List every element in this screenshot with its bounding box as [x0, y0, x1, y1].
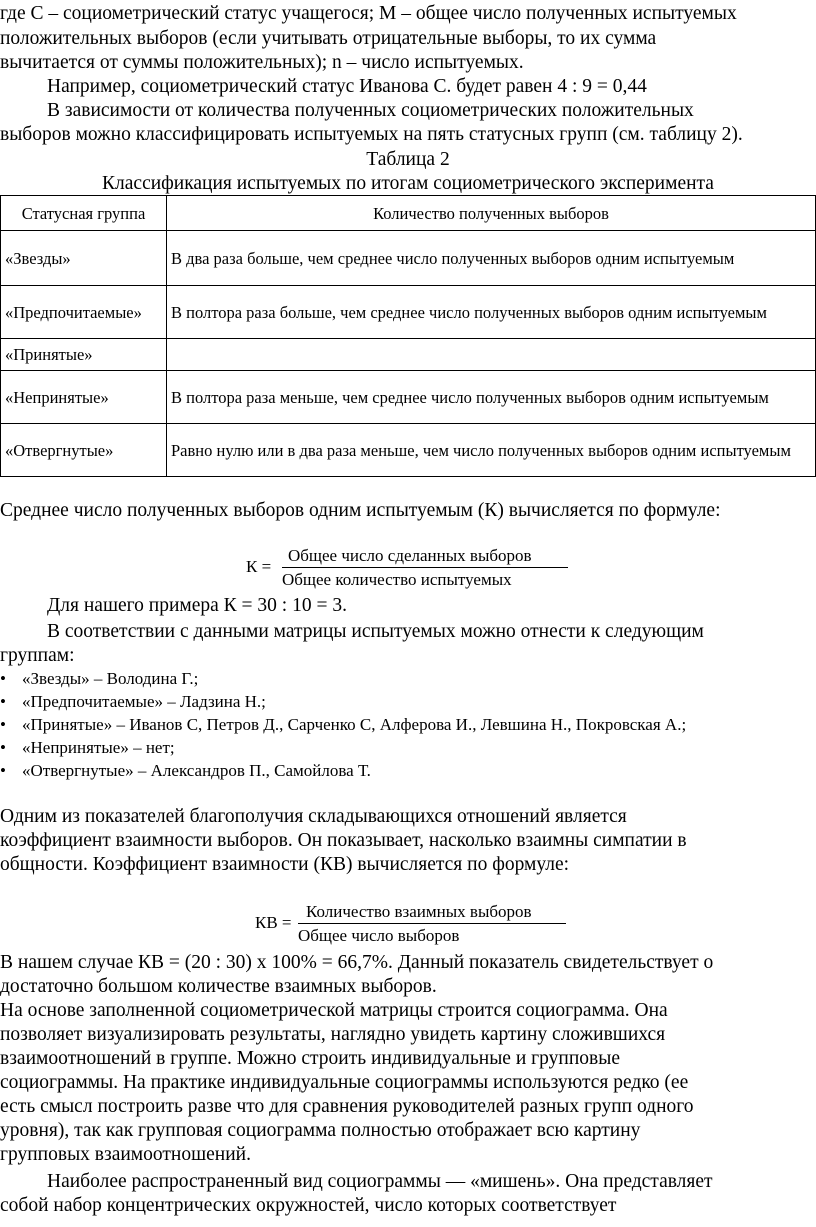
- text-line: положительных выборов (если учитывать отрицательные выборы, то их сумма: [0, 28, 657, 49]
- formula-label: К =: [246, 557, 272, 576]
- text-line: Для нашего примера К = 30 : 10 = 3.: [47, 595, 347, 616]
- text-line: взаимоотношений в группе. Можно строить индивидуальные и групповые: [0, 1048, 620, 1069]
- desc-cell: В полтора раза больше, чем среднее число полученных выборов одним испытуемым: [167, 286, 816, 339]
- bullet-icon: •: [0, 715, 6, 734]
- table-row: [1, 424, 816, 477]
- text-line: групповых взаимоотношений.: [0, 1144, 251, 1165]
- fraction-bar: [298, 923, 566, 924]
- list-item-text: «Предпочитаемые» – Ладзина Н.;: [22, 692, 266, 711]
- desc-cell: В два раза больше, чем среднее число полученных выборов одним испытуемым: [167, 231, 816, 286]
- formula-denominator: Общее количество испытуемых: [282, 570, 512, 589]
- text-line: собой набор концентрических окружностей, число которых соответствует: [0, 1195, 617, 1216]
- list-item-text: «Отвергнутые» – Александров П., Самойлова Т.: [22, 761, 371, 780]
- text-line: выборов можно классифицировать испытуемых на пять статусных групп (см. таблицу 2).: [0, 124, 743, 145]
- desc-cell: В полтора раза меньше, чем среднее число полученных выборов одним испытуемым: [167, 371, 816, 424]
- formula-numerator: Общее число сделанных выборов: [288, 546, 532, 565]
- list-item: [0, 736, 175, 760]
- text-line: есть смысл построить разве что для сравнения руководителей разных групп одного: [0, 1096, 694, 1117]
- text-line: В соответствии с данными матрицы испытуемых можно отнести к следующим: [47, 621, 704, 642]
- text-line: социограммы. На практике индивидуальные социограммы используются редко (ее: [0, 1072, 689, 1093]
- bullet-icon: •: [0, 761, 6, 780]
- text-line: На основе заполненной социометрической матрицы строится социограмма. Она: [0, 1000, 668, 1021]
- text-line: коэффициент взаимности выборов. Он показывает, насколько взаимны симпатии в: [0, 830, 687, 851]
- group-cell: «Предпочитаемые»: [1, 286, 167, 339]
- table-row: [1, 286, 816, 339]
- group-cell: «Звезды»: [1, 231, 167, 286]
- text-line: В нашем случае КВ = (20 : 30) х 100% = 66,7%. Данный показатель свидетельствует о: [0, 952, 714, 973]
- table-row: [1, 339, 816, 371]
- table-title: Классификация испытуемых по итогам социометрического эксперимента: [102, 173, 714, 194]
- fraction-bar: [282, 567, 568, 568]
- table-header-cell: Количество полученных выборов: [167, 196, 816, 231]
- text-line: Например, социометрический статус Иванова С. будет равен 4 : 9 = 0,44: [47, 76, 647, 97]
- list-item-text: «Звезды» – Володина Г.;: [22, 669, 199, 688]
- list-item: [0, 759, 371, 783]
- list-item-text: «Принятые» – Иванов С, Петров Д., Сарченко С, Алферова И., Левшина Н., Покровская А.;: [22, 715, 687, 734]
- text-line: Наиболее распространенный вид социограммы — «мишень». Она представляет: [47, 1171, 713, 1192]
- bullet-icon: •: [0, 738, 6, 757]
- text-line: Одним из показателей благополучия складывающихся отношений является: [0, 806, 627, 827]
- group-cell: «Принятые»: [1, 339, 167, 371]
- bullet-icon: •: [0, 692, 6, 711]
- table-header-cell: Статусная группа: [1, 196, 167, 231]
- text-line: достаточно большом количестве взаимных выборов.: [0, 976, 437, 997]
- formula-numerator: Количество взаимных выборов: [306, 902, 532, 921]
- classification-table: [0, 195, 816, 477]
- table-row: [1, 371, 816, 424]
- text-line: вычитается от суммы положительных); n – число испытуемых.: [0, 52, 524, 73]
- table-number: Таблица 2: [366, 149, 450, 170]
- desc-cell: Равно нулю или в два раза меньше, чем число полученных выборов одним испытуемым: [167, 424, 816, 477]
- formula-label: КВ =: [255, 913, 292, 932]
- desc-cell: [167, 339, 816, 371]
- group-cell: «Непринятые»: [1, 371, 167, 424]
- text-line: где С – социометрический статус учащегося; М – общее число полученных испытуемых: [0, 3, 737, 24]
- list-item: [0, 690, 266, 714]
- text-line: уровня), так как групповая социограмма полностью отображает всю картину: [0, 1120, 641, 1141]
- text-line: группам:: [0, 645, 75, 666]
- table-row: [1, 231, 816, 286]
- text-line: В зависимости от количества полученных социометрических положительных: [47, 100, 694, 121]
- formula-denominator: Общее число выборов: [298, 926, 460, 945]
- list-item: [0, 667, 198, 691]
- table-header-row: [1, 196, 816, 231]
- text-line: общности. Коэффициент взаимности (КВ) вычисляется по формуле:: [0, 854, 570, 875]
- text-line: Среднее число полученных выборов одним испытуемым (К) вычисляется по формуле:: [0, 500, 721, 521]
- text-line: позволяет визуализировать результаты, наглядно увидеть картину сложившихся: [0, 1024, 666, 1045]
- group-cell: «Отвергнутые»: [1, 424, 167, 477]
- bullet-icon: •: [0, 669, 6, 688]
- list-item: [0, 713, 686, 737]
- list-item-text: «Непринятые» – нет;: [22, 738, 175, 757]
